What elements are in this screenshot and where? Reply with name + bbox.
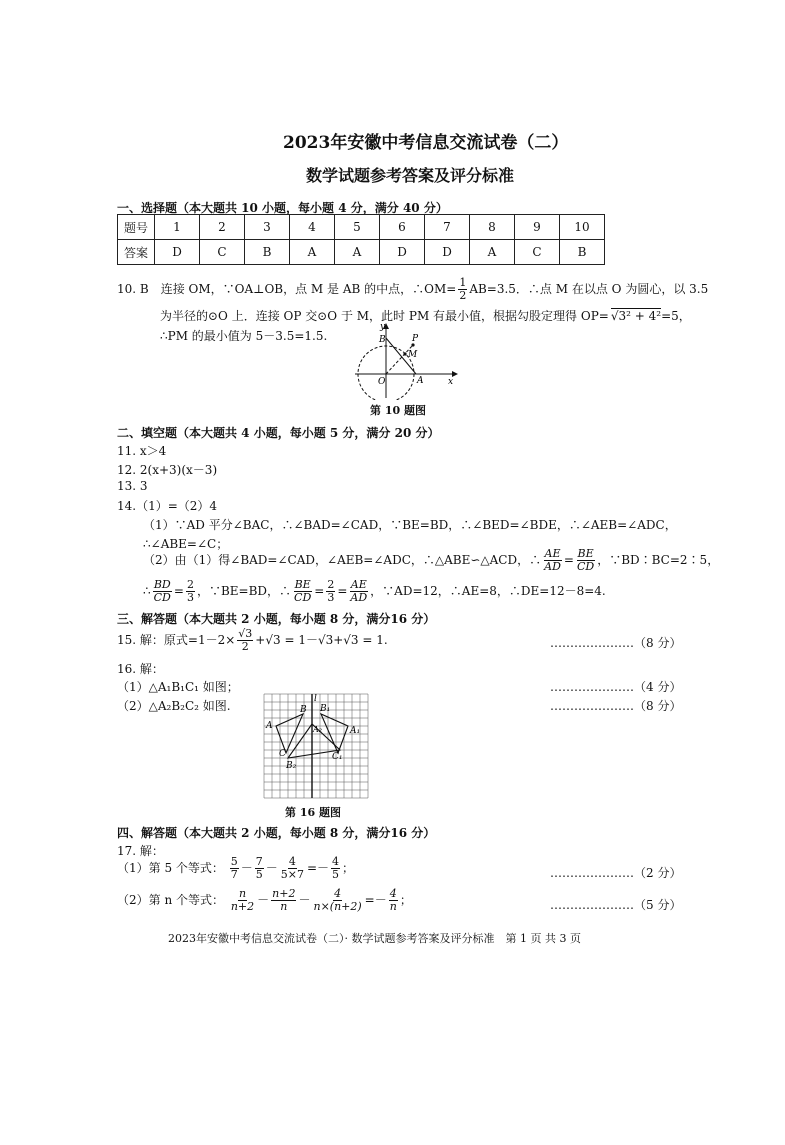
fraction (331, 856, 340, 881)
equals: = (563, 553, 574, 567)
q10-line-3: ∴PM 的最小值为 5－3.5=1.5. (160, 329, 328, 343)
q14-line-4 (143, 579, 606, 604)
table-cell: C (515, 240, 560, 265)
denominator: n (389, 900, 397, 913)
q16-figure (262, 692, 374, 800)
label-x: x (448, 377, 454, 387)
fraction (186, 579, 195, 604)
fraction (271, 888, 296, 913)
fraction (153, 579, 172, 604)
fraction (576, 548, 595, 573)
denominator: 2 (459, 289, 467, 302)
table-cell: 4 (290, 215, 335, 240)
q10-text: AB=3.5．∴点 M 在以点 O 为圆心，以 3.5 (469, 282, 709, 296)
fraction (312, 888, 362, 913)
table-cell: 1 (155, 215, 200, 240)
q10-text: 10. B 连接 OM，∵OA⊥OB，点 M 是 AB 的中点，∴OM= (117, 282, 457, 296)
fraction (458, 277, 467, 302)
fraction (280, 856, 305, 881)
fraction (326, 579, 335, 604)
q15-score: …………………（8 分） (550, 636, 682, 650)
denominator: AD (350, 591, 368, 604)
numerator: 1 (459, 276, 467, 289)
label-b1: B₁ (320, 704, 331, 714)
label-a1: A₁ (350, 726, 361, 736)
numerator: n (238, 887, 247, 900)
q16-line-1: （1）△A₁B₁C₁ 如图； (117, 680, 239, 694)
q14-head: 14.（1）=（2）4 (117, 499, 218, 513)
q16-figure-caption: 第 16 题图 (285, 806, 341, 819)
denominator: 5 (332, 868, 340, 881)
denominator: CD (294, 591, 312, 604)
denominator: 2 (241, 640, 249, 653)
row-label: 题号 (118, 215, 155, 240)
denominator: 5 (255, 868, 263, 881)
numerator: 4 (334, 887, 342, 900)
table-cell: B (245, 240, 290, 265)
fraction (349, 579, 368, 604)
numerator: 4 (288, 855, 296, 868)
q11-answer: 11. x＞4 (117, 444, 167, 458)
q14-text: ，∵BE=BD，∴ (196, 584, 292, 598)
q16-score-1: …………………（4 分） (550, 680, 682, 694)
denominator: CD (576, 560, 595, 573)
fraction (293, 579, 312, 604)
numerator: BE (294, 578, 311, 591)
fraction (389, 888, 398, 913)
fraction (255, 856, 264, 881)
numerator: AE (544, 547, 561, 560)
fraction (230, 888, 255, 913)
q17-score-2: …………………（5 分） (550, 898, 682, 912)
denominator: 7 (230, 868, 238, 881)
point-m (403, 352, 406, 355)
q14-text: （2）由（1）得∠BAD=∠CAD，∠AEB=∠ADC，∴△ABE∽△ACD，∴ (143, 553, 542, 567)
label-c1: C₁ (332, 752, 343, 762)
table-cell: 5 (335, 215, 380, 240)
label-l: l (314, 694, 317, 704)
denominator: n×(n+2) (313, 900, 362, 913)
table-row (118, 215, 605, 240)
label-c: C (279, 749, 286, 759)
page-title: 2023年安徽中考信息交流试卷（二） (283, 133, 569, 153)
equals: = (314, 584, 325, 598)
table-cell: A (335, 240, 380, 265)
section-4-heading: 四、解答题（本大题共 2 小题，每小题 8 分，满分16 分） (117, 826, 436, 840)
label-a: A (417, 376, 424, 386)
answer-table (117, 214, 605, 265)
label-b2: B₂ (286, 761, 297, 771)
label-b: B (300, 705, 307, 715)
section-1-heading: 一、选择题（本大题共 10 小题，每小题 4 分，满分 40 分） (117, 201, 448, 215)
q14-text: ∴ (143, 584, 151, 598)
label-m: M (408, 350, 418, 360)
numerator: 4 (332, 855, 340, 868)
q10-text: =5， (661, 309, 691, 323)
numerator: n+2 (272, 887, 296, 900)
table-cell: D (425, 240, 470, 265)
section-2-heading: 二、填空题（本大题共 4 小题，每小题 5 分，满分 20 分） (117, 426, 440, 440)
fraction (230, 856, 239, 881)
numerator: √3 (238, 627, 253, 640)
table-cell: B (560, 240, 605, 265)
q16-head: 16. 解： (117, 662, 164, 676)
equals: = (337, 584, 348, 598)
denominator: 3 (327, 591, 335, 604)
q17-line-1: （1）第 5 个等式： $\frac{5}{7}$ － $\frac{7}{5}$ － $\frac{4}{5\times 7}$ =－ $\frac{4}{5}$ ； (117, 855, 355, 881)
q10-figure (350, 320, 460, 400)
table-cell: 3 (245, 215, 290, 240)
label-a2: A₂ (313, 725, 322, 734)
q15-text: +√3 = 1－√3+√3 = 1. (255, 633, 388, 647)
table-cell: 8 (470, 215, 515, 240)
denominator: AD (544, 560, 561, 573)
denominator: n+2 (230, 900, 255, 913)
q14-text: ，∵AD=12，∴AE=8，∴DE=12－8=4. (370, 584, 606, 598)
q14-text: ，∵BD∶BC=2∶5， (597, 553, 720, 567)
label-y: y (380, 322, 386, 332)
q17-text: （1）第 5 个等式： (117, 861, 224, 875)
q12-answer: 12. 2(x+3)(x－3) (117, 463, 218, 477)
numerator: 5 (230, 855, 238, 868)
denominator: n (280, 900, 288, 913)
page-footer: 2023年安徽中考信息交流试卷（二）· 数学试题参考答案及评分标准 第 1 页 共 3 页 (168, 932, 581, 945)
q10-figure-caption: 第 10 题图 (370, 404, 426, 417)
label-a: A (266, 721, 273, 731)
numerator: 7 (255, 855, 263, 868)
denominator: 3 (186, 591, 194, 604)
row-label: 答案 (118, 240, 155, 265)
q14-line-1: （1）∵AD 平分∠BAC，∴∠BAD=∠CAD，∵BE=BD，∴∠BED=∠BDE，∴∠AEB=∠ADC， (143, 518, 677, 532)
q14-line-3 (143, 548, 719, 573)
table-cell: C (200, 240, 245, 265)
q10-text: 为半径的⊙O 上．连接 OP 交⊙O 于 M，此时 PM 有最小值，根据勾股定理得 OP= (160, 309, 609, 323)
q15-line (117, 628, 388, 653)
denominator: CD (153, 591, 171, 604)
q17-line-2: （2）第 n 个等式： $\frac{n}{n+2}$ － $\frac{n+2}{n}$ － $\frac{4}{n\times(n+2)}$ =－ $\frac{4}{n}$ ； (117, 887, 412, 913)
denominator: 5×7 (280, 868, 304, 881)
numerator: BE (577, 547, 594, 560)
numerator: 4 (389, 887, 397, 900)
table-cell: 9 (515, 215, 560, 240)
table-cell: D (155, 240, 200, 265)
q16-line-2: （2）△A₂B₂C₂ 如图. (117, 699, 231, 713)
table-cell: 7 (425, 215, 470, 240)
fraction (543, 548, 562, 573)
q17-head: 17. 解： (117, 844, 164, 858)
page-subtitle: 数学试题参考答案及评分标准 (306, 166, 515, 185)
numerator: 2 (327, 578, 335, 591)
q14-line-2: ∴∠ABE=∠C； (143, 537, 229, 551)
q16-score-2: …………………（8 分） (550, 699, 682, 713)
table-cell: 10 (560, 215, 605, 240)
label-p: P (412, 334, 419, 344)
table-cell: 2 (200, 215, 245, 240)
table-cell: D (380, 240, 425, 265)
table-cell: A (290, 240, 335, 265)
numerator: AE (350, 578, 367, 591)
label-o: O (378, 377, 386, 387)
q17-text: （2）第 n 个等式： (117, 893, 224, 907)
label-b: B (379, 335, 386, 345)
q13-answer: 13. 3 (117, 479, 148, 493)
q17-score-1: …………………（2 分） (550, 866, 682, 880)
fraction (237, 628, 253, 653)
q15-text: 15. 解：原式=1－2× (117, 633, 236, 647)
numerator: BD (153, 578, 171, 591)
sqrt-radicand: 3² + 4² (618, 309, 662, 323)
table-cell: 6 (380, 215, 425, 240)
grid-lines (264, 694, 368, 798)
table-row (118, 240, 605, 265)
table-cell: A (470, 240, 515, 265)
section-3-heading: 三、解答题（本大题共 2 小题，每小题 8 分，满分16 分） (117, 612, 436, 626)
q10-line-1 (117, 277, 708, 302)
numerator: 2 (186, 578, 194, 591)
sqrt-expression: √3² + 4² (610, 309, 662, 323)
equals: = (173, 584, 184, 598)
